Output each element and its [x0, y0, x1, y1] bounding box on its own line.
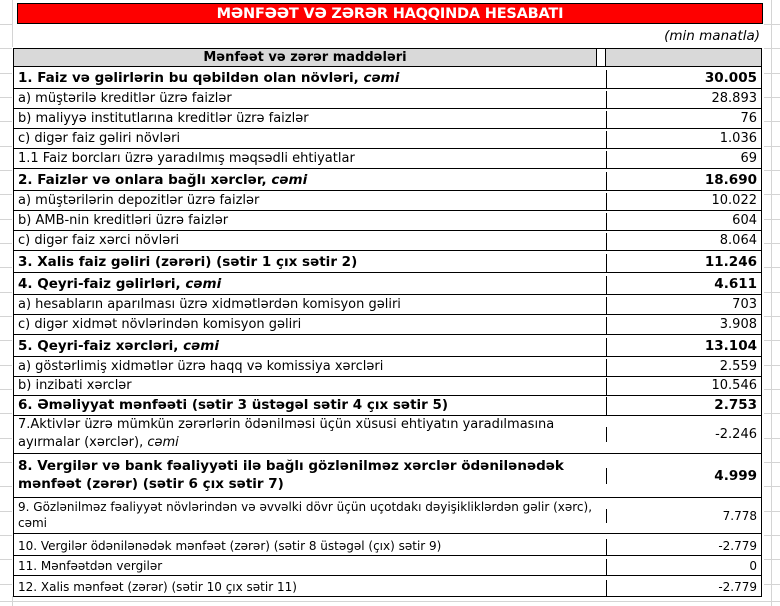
gridline [0, 267, 12, 268]
row-label-text: a) göstərlimiş xidmətlər üzrə haqq və komissiya xərcləri [18, 359, 384, 374]
row-label-text: 4. Qeyri-faiz gəlirləri, [18, 276, 186, 292]
gridline [764, 121, 780, 122]
row-label-text: 6. Əməliyyat mənfəəti (sətir 3 üstəgəl sətir 4 çıx sətir 5) [18, 397, 449, 413]
gridline [764, 584, 780, 585]
row-label [14, 254, 606, 272]
table-row [14, 149, 761, 169]
header-gap [597, 49, 605, 66]
gridline [764, 535, 780, 536]
gridline [0, 438, 12, 439]
table-row [14, 454, 761, 498]
row-label-text: c) digər faiz gəliri növləri [18, 131, 181, 146]
gridline [764, 316, 780, 317]
row-label [14, 233, 606, 250]
table-row [14, 396, 761, 416]
row-value: 2.559 [606, 359, 761, 376]
row-label-text: 2. Faizlər və onlara bağlı xərclər, [18, 172, 272, 188]
row-value: 11.246 [606, 254, 761, 272]
gridline [764, 194, 780, 195]
row-value: 8.064 [606, 233, 761, 250]
gridline [0, 170, 12, 171]
row-label [14, 172, 606, 190]
row-label [14, 456, 606, 495]
table-row [14, 251, 761, 273]
table-row [14, 89, 761, 109]
row-label-text: b) maliyyə institutlarına kreditlər üzrə faizlər [18, 111, 309, 126]
row-label-italic-suffix: cəmi [363, 70, 400, 86]
gridline [764, 48, 780, 49]
row-value: 69 [606, 151, 761, 168]
row-value: -2.779 [606, 580, 761, 596]
gridline [764, 97, 780, 98]
gridline [0, 97, 12, 98]
gridline [0, 48, 12, 49]
gridline [0, 340, 12, 341]
gridline [0, 584, 12, 585]
gridline [0, 316, 12, 317]
row-label-italic-suffix: cəmi [147, 435, 179, 450]
row-label-text: c) digər xidmət növlərindən komisyon gəliri [18, 317, 302, 332]
row-label-text: b) AMB-nin kreditləri üzrə faizlər [18, 213, 229, 228]
pnl-table [13, 48, 762, 597]
row-label-text: 8. Vergilər və bank fəaliyyəti ilə bağlı gözlənilməz xərclər ödənilənədək mənfəət (zərər) (sətir 6 çıx sətir 7) [18, 457, 564, 492]
row-label [14, 151, 606, 168]
row-label-text: a) müştərilərin depozitlər üzrə faizlər [18, 193, 260, 208]
table-row [14, 169, 761, 191]
report-title: MƏNFƏƏT VƏ ZƏRƏR HAQQINDA HESABATI [216, 5, 564, 22]
gridline [0, 243, 12, 244]
gridline [764, 413, 780, 414]
unit-note: (min manatla) [664, 28, 760, 44]
header-value-cell [605, 49, 761, 66]
row-label-text: 12. Xalis mənfəət (zərər) (sətir 10 çıx sətir 11) [18, 580, 297, 594]
row-label [14, 359, 606, 376]
row-value: -2.779 [606, 539, 761, 555]
row-value: 13.104 [606, 338, 761, 356]
table-row [14, 231, 761, 251]
gridline [12, 596, 13, 606]
row-value: 76 [606, 111, 761, 128]
row-label [14, 559, 606, 575]
table-row [14, 129, 761, 149]
row-label-italic-suffix: cəmi [183, 338, 219, 354]
gridline [764, 559, 780, 560]
table-row [14, 534, 761, 556]
gridline [764, 438, 780, 439]
report-title-bar [17, 3, 763, 24]
row-label-text: 10. Vergilər ödənilənədək mənfəət (zərər) (sətir 8 üstəgəl (çıx) sətir 9) [18, 539, 442, 553]
row-label [14, 498, 606, 533]
table-row [14, 377, 761, 396]
gridline [764, 146, 780, 147]
row-label-text: 1.1 Faiz borcları üzrə yaradılmış məqsədli ehtiyatlar [18, 151, 355, 166]
gridline [764, 24, 780, 25]
row-value: 10.546 [606, 378, 761, 395]
gridline [764, 462, 780, 463]
row-label [14, 338, 606, 356]
row-label [14, 276, 606, 294]
row-label-text: 5. Qeyri-faiz xərcləri, [18, 338, 184, 354]
row-value: 10.022 [606, 193, 761, 210]
table-row [14, 67, 761, 89]
table-row [14, 109, 761, 129]
gridline [0, 194, 12, 195]
row-value: 4.611 [606, 276, 761, 294]
gridline [0, 73, 12, 74]
gridline [764, 486, 780, 487]
table-row [14, 335, 761, 357]
table-row [14, 191, 761, 211]
row-label [14, 91, 606, 108]
table-row [14, 576, 761, 596]
row-value: 1.036 [606, 131, 761, 148]
gridline [0, 559, 12, 560]
row-value: 30.005 [606, 70, 761, 88]
gridline [0, 535, 12, 536]
row-label-italic-suffix: cəmi [271, 172, 308, 188]
gridline [764, 170, 780, 171]
gridline [764, 389, 780, 390]
gridline [0, 219, 12, 220]
row-label-text: a) hesabların aparılması üzrə xidmətlərdən komisyon gəliri [18, 297, 401, 312]
gridline [771, 0, 772, 606]
gridline [764, 365, 780, 366]
gridline [0, 365, 12, 366]
row-label [14, 397, 606, 415]
row-label-text: 9. Gözlənilməz fəaliyyət növlərindən və əvvəlki dövr üçün uçotdakı dəyişikliklərdən gəlir (xərc), cəmi [18, 499, 593, 530]
table-row [14, 315, 761, 335]
table-row [14, 273, 761, 295]
row-label [14, 213, 606, 230]
row-label [14, 193, 606, 210]
table-body [14, 67, 761, 596]
table-row [14, 498, 761, 534]
row-label [14, 378, 606, 395]
gridline [764, 243, 780, 244]
row-label-text: c) digər faiz xərci növləri [18, 233, 180, 248]
gridline [0, 292, 12, 293]
table-row [14, 295, 761, 315]
row-label [14, 317, 606, 334]
row-label [14, 131, 606, 148]
row-label-text: 7.Aktivlər üzrə mümkün zərərlərin ödənilməsi üçün xüsusi ehtiyatın yaradılmasına ayırmalar (xərclər), [18, 417, 555, 450]
gridline [0, 121, 12, 122]
gridline [0, 24, 12, 25]
gridline [764, 219, 780, 220]
table-header-row [14, 49, 761, 67]
row-label [14, 111, 606, 128]
gridline [764, 267, 780, 268]
gridline [0, 462, 12, 463]
gridline [0, 511, 12, 512]
table-row [14, 357, 761, 377]
gridline [764, 511, 780, 512]
gridline [764, 73, 780, 74]
header-label-cell: Mənfəət və zərər maddələri [14, 49, 597, 66]
row-value: 7.778 [606, 509, 761, 523]
gridline [0, 486, 12, 487]
row-value: 703 [606, 297, 761, 314]
row-value: 3.908 [606, 317, 761, 334]
table-row [14, 211, 761, 231]
gridline [764, 292, 780, 293]
row-label-text: b) inzibati xərclər [18, 378, 132, 393]
row-label-italic-suffix: cəmi [185, 276, 222, 292]
row-value: 2.753 [606, 397, 761, 415]
row-value: 604 [606, 213, 761, 230]
row-value: 28.893 [606, 91, 761, 108]
row-label-text: 1. Faiz və gəlirlərin bu qəbildən olan növləri, [18, 70, 364, 86]
row-label [14, 580, 606, 596]
gridline [0, 389, 12, 390]
gridline [0, 413, 12, 414]
row-label [14, 70, 606, 88]
row-label-text: 11. Mənfəətdən vergilər [18, 559, 163, 573]
row-label-text: a) müştərilə kreditlər üzrə faizlər [18, 91, 232, 106]
gridline [0, 146, 12, 147]
row-value: 4.999 [606, 468, 761, 484]
table-row [14, 556, 761, 576]
row-value: -2.246 [606, 427, 761, 442]
row-label [14, 415, 606, 453]
row-value: 0 [606, 559, 761, 575]
row-label-text: 3. Xalis faiz gəliri (zərəri) (sətir 1 çıx sətir 2) [18, 254, 358, 270]
row-label [14, 297, 606, 314]
gridline [0, 601, 780, 602]
row-value: 18.690 [606, 172, 761, 190]
row-label [14, 539, 606, 555]
table-row [14, 416, 761, 454]
gridline [764, 340, 780, 341]
